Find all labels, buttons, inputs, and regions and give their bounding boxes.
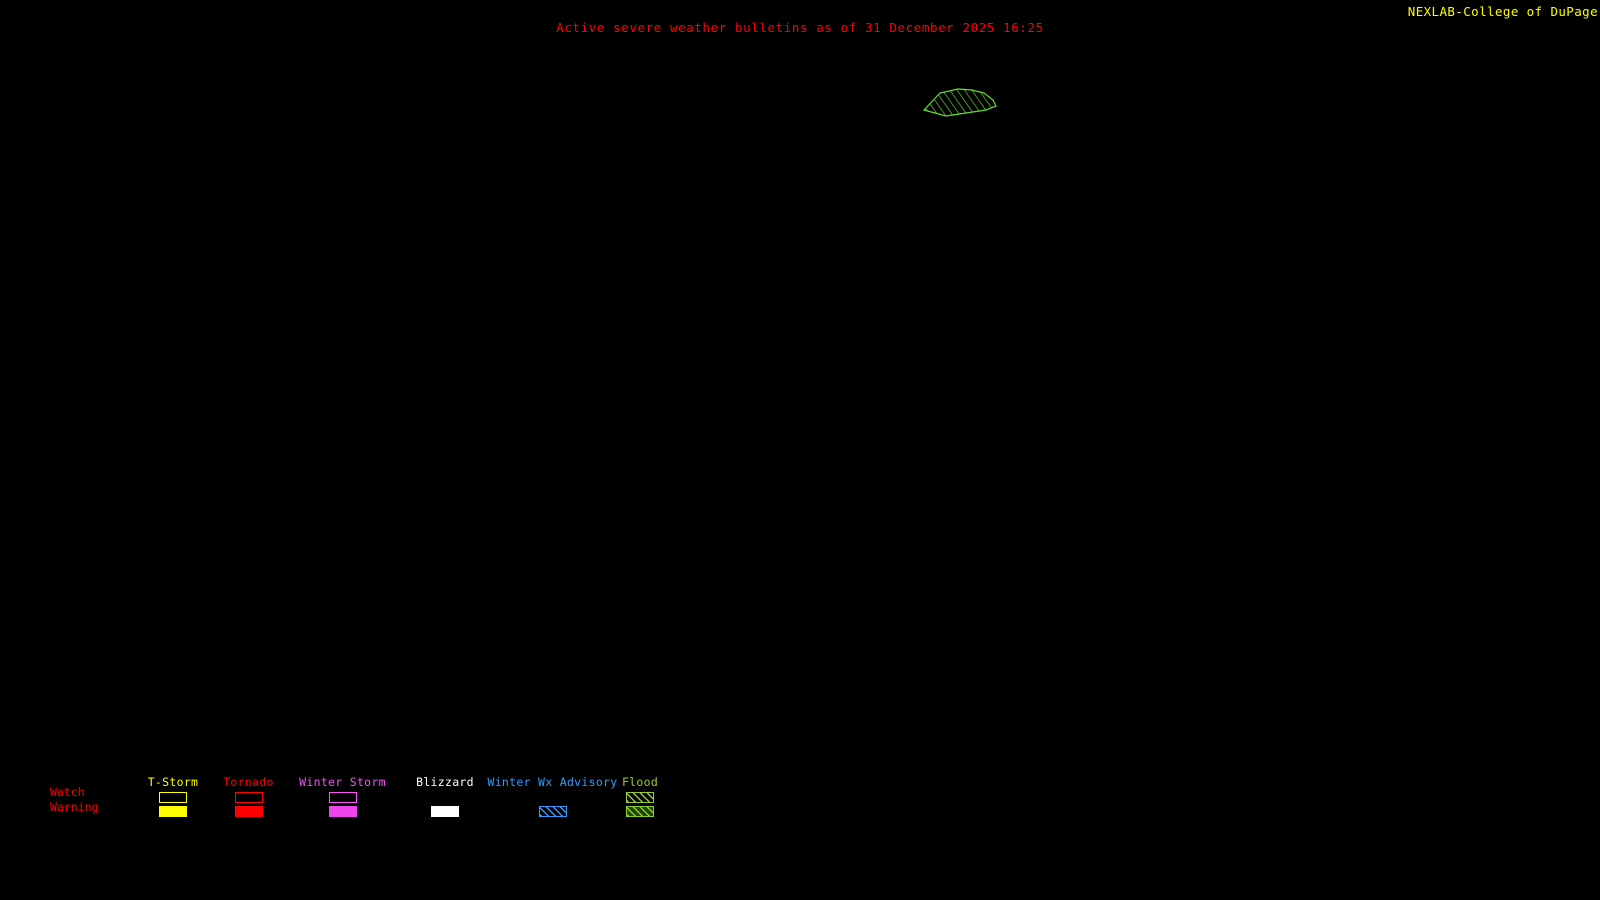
- legend-swatch-tornado-watch: [235, 792, 263, 803]
- legend-label-flood: Flood: [621, 775, 659, 789]
- legend-row-labels: [50, 785, 125, 815]
- legend-swatch-flood-warning: [626, 806, 654, 817]
- legend-label-winter-storm: Winter Storm: [299, 775, 386, 789]
- legend-swatch-tstorm-warning: [159, 806, 187, 817]
- legend-row-label-watch: Watch: [50, 785, 85, 799]
- legend-row-label-warning: Warning: [50, 800, 99, 814]
- legend-label-tstorm: T-Storm: [147, 775, 199, 789]
- legend-item-winter-storm[interactable]: [275, 775, 410, 817]
- legend-swatch-flood-watch: [626, 792, 654, 803]
- legend-label-tornado: Tornado: [223, 775, 274, 789]
- legend-label-blizzard: Blizzard: [416, 775, 474, 789]
- page-title: Active severe weather bulletins as of 31 December 2025 16:25: [556, 20, 1044, 35]
- alert-polygon-flood-watch[interactable]: [924, 89, 996, 116]
- legend-item-flood[interactable]: [595, 775, 685, 817]
- branding-label: NEXLAB-College of DuPage: [1407, 4, 1598, 19]
- legend-label-winter-wx-advisory: Winter Wx Advisory: [487, 775, 618, 789]
- legend: [50, 775, 750, 830]
- legend-swatch-winter-storm-warning: [329, 806, 357, 817]
- legend-swatch-winter-storm-watch: [329, 792, 357, 803]
- legend-swatch-tornado-warning: [235, 806, 263, 817]
- legend-swatch-tstorm-watch: [159, 792, 187, 803]
- legend-swatch-winter-wx-warning: [539, 806, 567, 817]
